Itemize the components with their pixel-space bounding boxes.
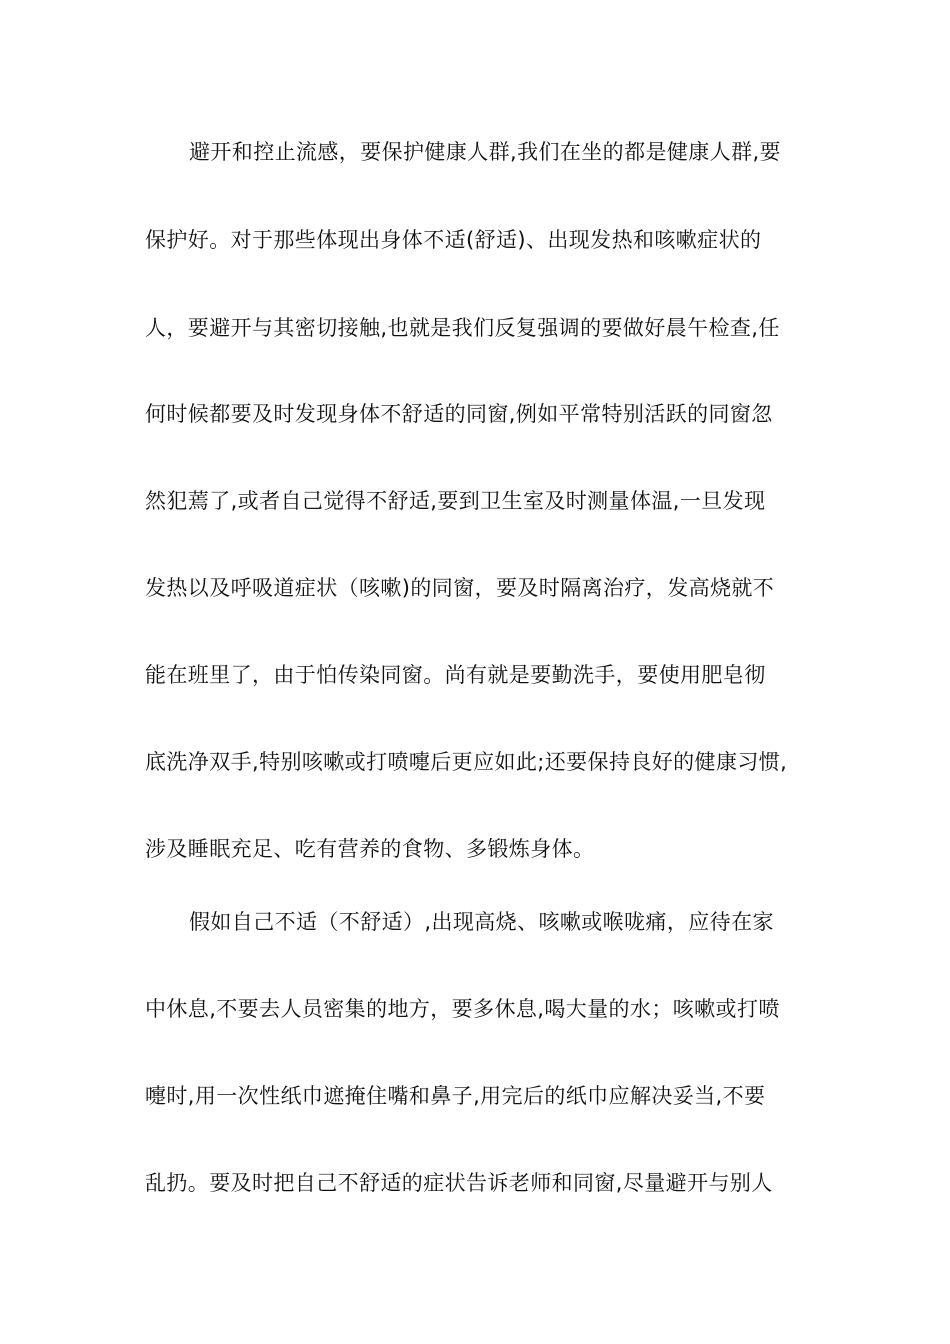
text-line: 能在班里了，由于怕传染同窗。尚有就是要勤洗手，要使用肥皂彻 xyxy=(145,663,766,687)
text-line: 避开和控止流感，要保护健康人群,我们在坐的都是健康人群,要 xyxy=(189,140,781,164)
text-line: 然犯蔫了,或者自己觉得不舒适,要到卫生室及时测量体温,一旦发现 xyxy=(145,489,766,513)
text-line: 底洗净双手,特别咳嗽或打喷嚏后更应如此;还要保持良好的健康习惯, xyxy=(145,750,788,774)
text-line: 嚏时,用一次性纸巾遮掩住嘴和鼻子,用完后的纸巾应解决妥当,不要 xyxy=(145,1084,766,1108)
text-line: 乱扔。要及时把自己不舒适的症状告诉老师和同窗,尽量避开与别人 xyxy=(145,1171,773,1195)
text-line: 人，要避开与其密切接触,也就是我们反复强调的要做好晨午检查,任 xyxy=(145,316,780,340)
text-line: 发热以及呼吸道症状（咳嗽)的同窗，要及时隔离治疗，发高烧就不 xyxy=(145,576,775,600)
text-line: 何时候都要及时发现身体不舒适的同窗,例如平常特别活跃的同窗忽 xyxy=(145,402,773,426)
text-line: 中休息,不要去人员密集的地方，要多休息,喝大量的水；咳嗽或打喷 xyxy=(145,997,780,1021)
text-line: 涉及睡眠充足、吃有营养的食物、多锻炼身体。 xyxy=(145,837,595,861)
text-line: 保护好。对于那些体现出身体不适(舒适)、出现发热和咳嗽症状的 xyxy=(145,228,762,252)
text-line: 假如自己不适（不舒适）,出现高烧、咳嗽或喉咙痛，应待在家 xyxy=(189,910,774,934)
